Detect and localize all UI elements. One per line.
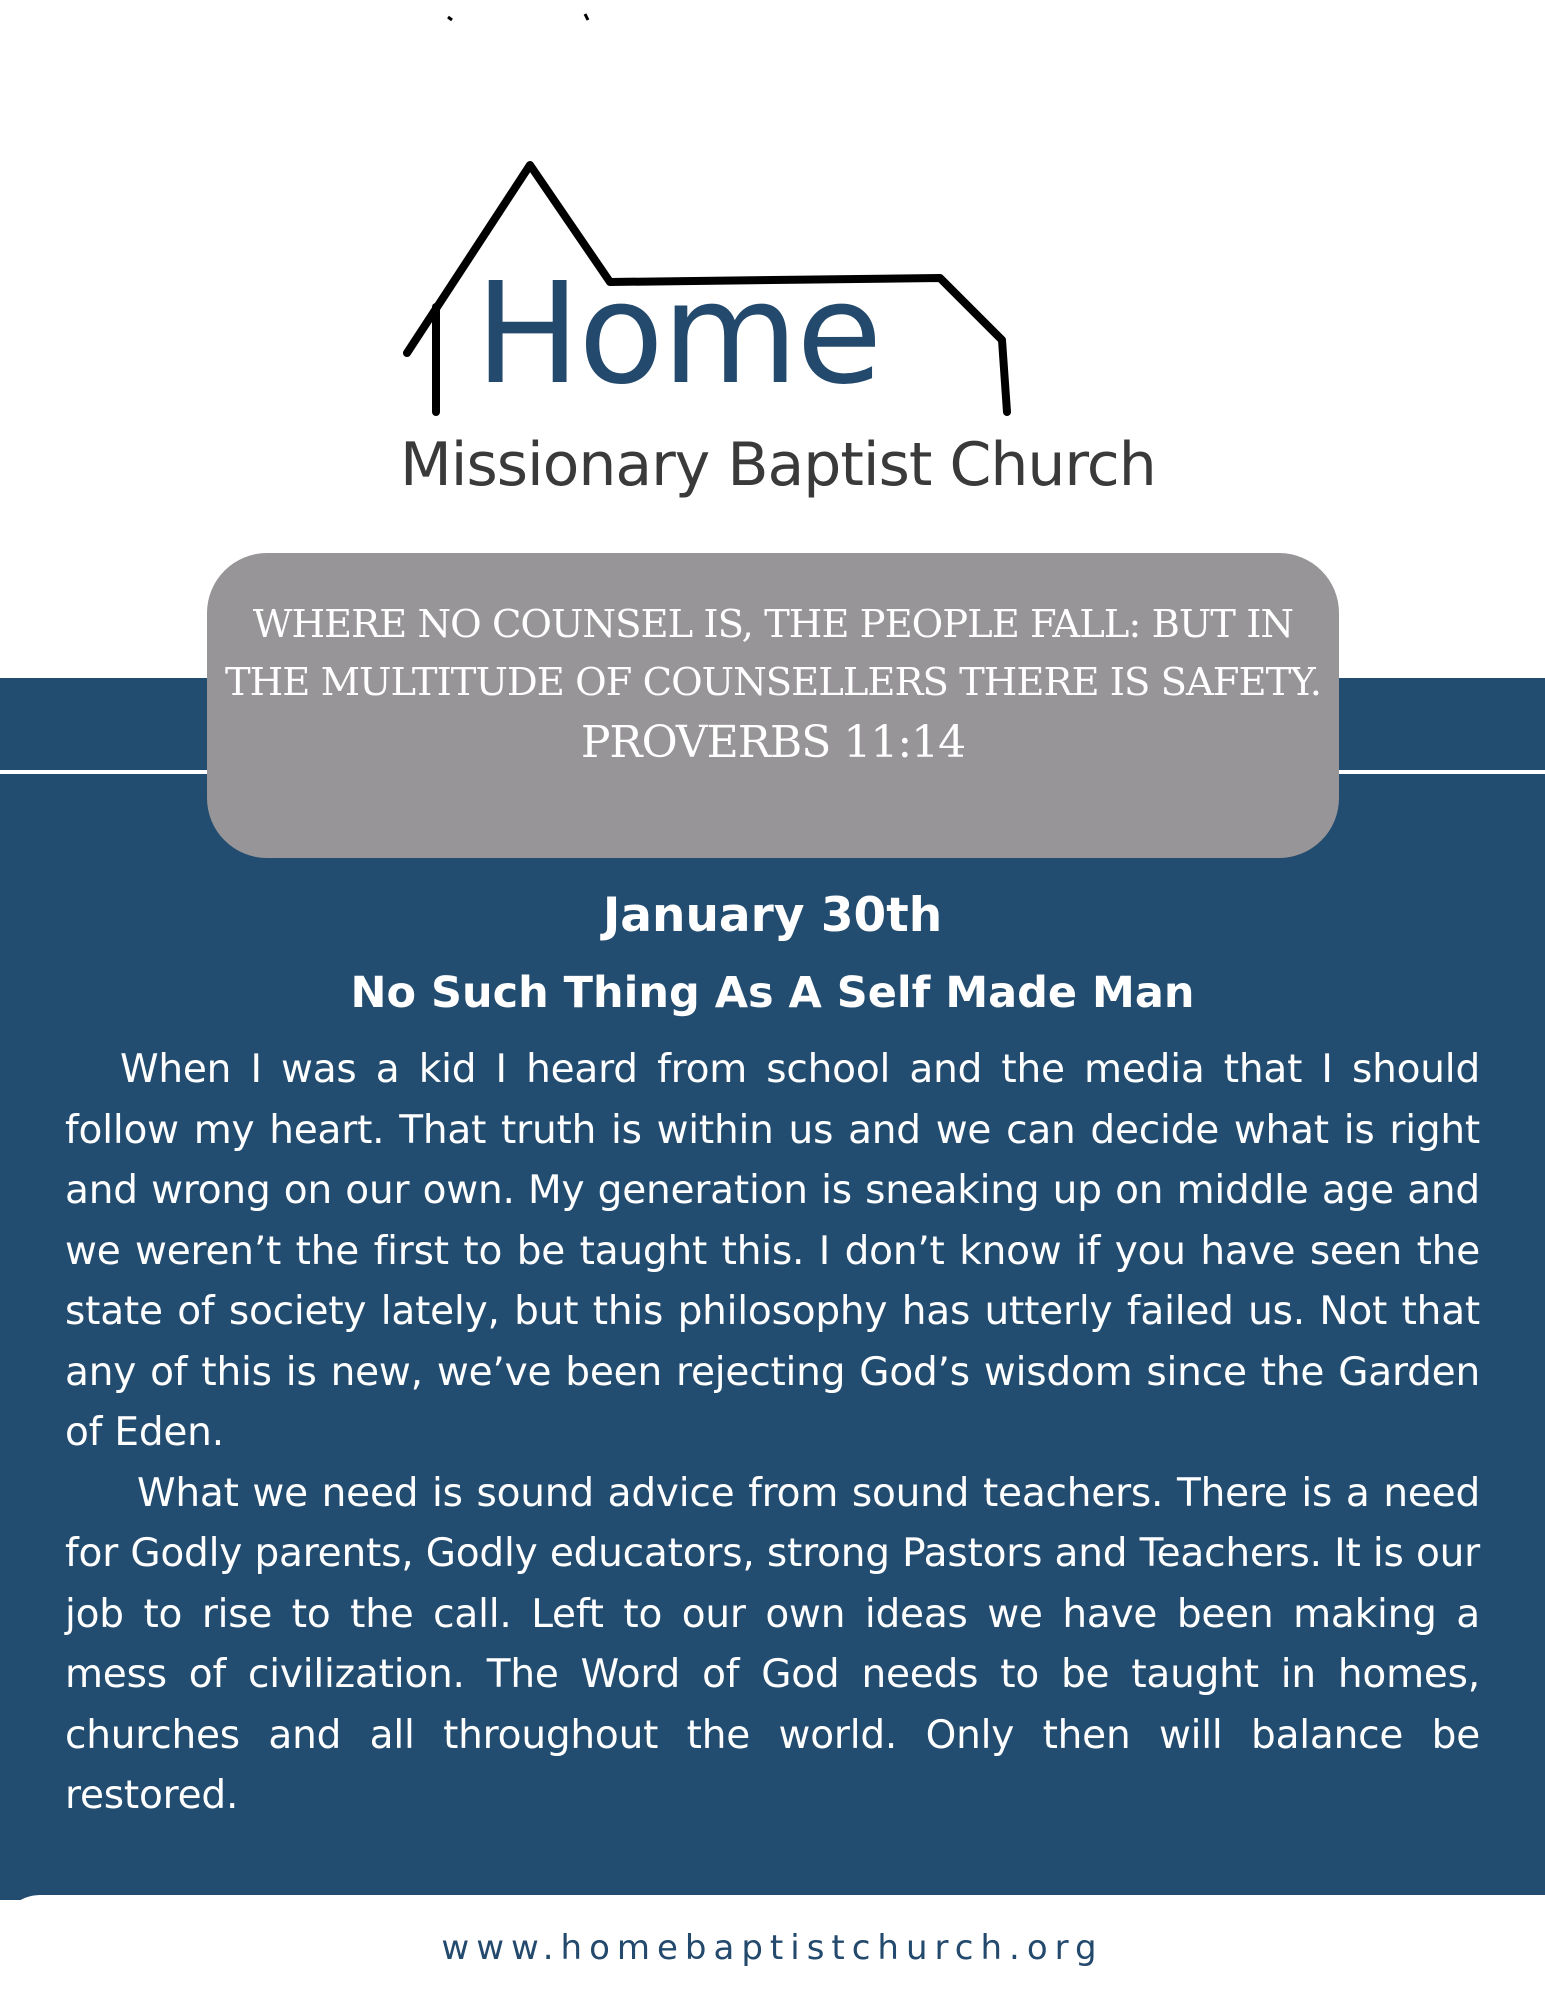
devotional-date: January 30th [602,888,943,943]
devotional-title: No Such Thing As A Self Made Man [350,968,1195,1018]
logo-subtitle: Missionary Baptist Church [400,430,1156,500]
verse-reference: PROVERBS 11:14 [580,717,966,768]
logo-wordmark: Home [475,253,881,416]
verse-text: WHERE NO COUNSEL IS, THE PEOPLE FALL: BUT IN THE MULTITUDE OF COUNSELLERS THERE IS SAFETY. [225,602,1321,705]
devotional-body [65,1040,1480,1827]
body-paragraph: When I was a kid I heard from school and the media that I should follow my heart. That truth is within us and we can decide what is right and wrong on our own. My generation is sneaking up on middle age and we weren’t the first to be taught this. I don’t know if you have seen the state of society lately, but this philosophy has utterly failed us. Not that any of this is new, we’ve been rejecting God’s wisdom since the Garden of Eden. [65,1047,1480,1455]
stray-marks [445,10,605,24]
website-url: www.homebaptistchurch.org [441,1928,1104,1968]
verse-box [207,553,1339,858]
body-paragraph: What we need is sound advice from sound teachers. There is a need for Godly parents, Godly educators, strong Pastors and Teachers. It is our job to rise to the call. Left to our own ideas we have been making a mess of civilization. The Word of God needs to be taught in homes, churches and all throughout the world. Only then will balance be restored. [65,1470,1480,1818]
church-logo [390,150,1240,520]
